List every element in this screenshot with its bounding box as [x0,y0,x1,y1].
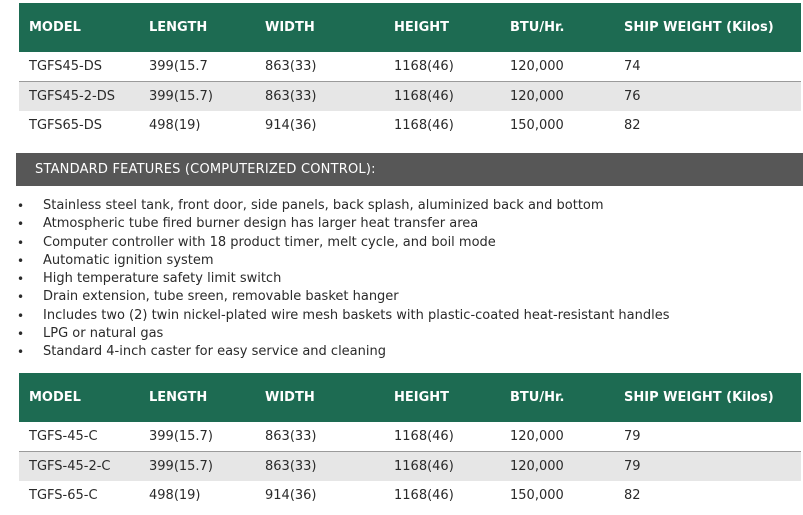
cell-length: 399(15.7) [149,422,265,452]
header-btu: BTU/Hr. [510,3,624,52]
cell-length: 399(15.7) [149,452,265,482]
table-row [19,452,801,482]
spec-table-c [19,373,801,510]
cell-length: 498(19) [149,488,201,503]
feature-text: Drain extension, tube sreen, removable basket hanger [43,289,399,305]
bullet-icon: • [17,308,25,323]
table-row [19,111,801,140]
table-row [19,422,801,452]
header-model: MODEL [19,373,149,422]
list-item [0,288,670,306]
cell-width: 914(36) [265,488,317,503]
standard-features-heading [16,153,803,186]
cell-height: 1168(46) [394,488,454,503]
list-item [0,270,670,288]
header-ship-weight: SHIP WEIGHT (Kilos) [624,373,801,422]
table-header-row [19,3,801,52]
cell-btu: 120,000 [510,452,624,482]
cell-model: TGFS65-DS [29,118,103,133]
list-item [0,307,670,325]
cell-height: 1168(46) [394,82,510,112]
list-item [0,252,670,270]
table-row [19,52,801,82]
table-row [19,82,801,112]
feature-text: Standard 4-inch caster for easy service and cleaning [43,344,386,360]
header-height: HEIGHT [394,373,510,422]
feature-text: Automatic ignition system [43,252,214,268]
cell-ship-weight: 82 [624,488,641,503]
header-height: HEIGHT [394,3,510,52]
cell-ship-weight: 76 [624,82,801,112]
feature-text: Includes two (2) twin nickel-plated wire mesh baskets with plastic-coated heat-resistant handles [43,307,670,323]
cell-length: 399(15.7 [149,52,265,82]
bullet-icon: • [17,253,25,268]
cell-length: 399(15.7) [149,82,265,112]
cell-height: 1168(46) [394,118,454,133]
cell-btu: 150,000 [510,118,564,133]
header-model: MODEL [19,3,149,52]
spec-table-ds [19,3,801,140]
header-btu: BTU/Hr. [510,373,624,422]
bullet-icon: • [17,327,25,342]
feature-text: Atmospheric tube fired burner design has larger heat transfer area [43,216,479,232]
cell-btu: 120,000 [510,52,624,82]
cell-width: 863(33) [265,422,394,452]
cell-width: 914(36) [265,118,317,133]
bullet-icon: • [17,272,25,287]
feature-text: Stainless steel tank, front door, side panels, back splash, aluminized back and bottom [43,198,604,213]
cell-width: 863(33) [265,452,394,482]
list-item [0,325,670,343]
cell-model: TGFS-45-2-C [19,452,149,482]
cell-ship-weight: 74 [624,52,801,82]
bullet-icon: • [17,199,25,213]
cell-btu: 150,000 [510,488,564,503]
cell-ship-weight: 79 [624,452,801,482]
cell-height: 1168(46) [394,452,510,482]
table-header-row [19,373,801,422]
feature-text: LPG or natural gas [43,326,164,342]
cell-ship-weight: 79 [624,422,801,452]
cell-model: TGFS45-DS [19,52,149,82]
header-length: LENGTH [149,3,265,52]
cell-length: 498(19) [149,118,201,133]
section-title: STANDARD FEATURES (COMPUTERIZED CONTROL): [35,162,376,177]
bullet-icon: • [17,345,25,360]
cell-btu: 120,000 [510,422,624,452]
cell-model: TGFS45-2-DS [19,82,149,112]
cell-model: TGFS-65-C [29,488,98,503]
list-item [0,215,670,233]
bullet-icon: • [17,290,25,305]
list-item [0,234,670,252]
cell-width: 863(33) [265,52,394,82]
table-row [19,481,801,510]
feature-text: Computer controller with 18 product timer, melt cycle, and boil mode [43,234,496,250]
list-item [0,343,670,361]
cell-height: 1168(46) [394,422,510,452]
feature-text: High temperature safety limit switch [43,271,282,287]
header-width: WIDTH [265,373,394,422]
bullet-icon: • [17,235,25,250]
list-item [0,197,670,215]
header-length: LENGTH [149,373,265,422]
bullet-icon: • [17,217,25,232]
cell-width: 863(33) [265,82,394,112]
cell-model: TGFS-45-C [19,422,149,452]
header-ship-weight: SHIP WEIGHT (Kilos) [624,3,801,52]
features-list [0,197,670,362]
cell-ship-weight: 82 [624,118,641,133]
cell-btu: 120,000 [510,82,624,112]
cell-height: 1168(46) [394,52,510,82]
header-width: WIDTH [265,3,394,52]
